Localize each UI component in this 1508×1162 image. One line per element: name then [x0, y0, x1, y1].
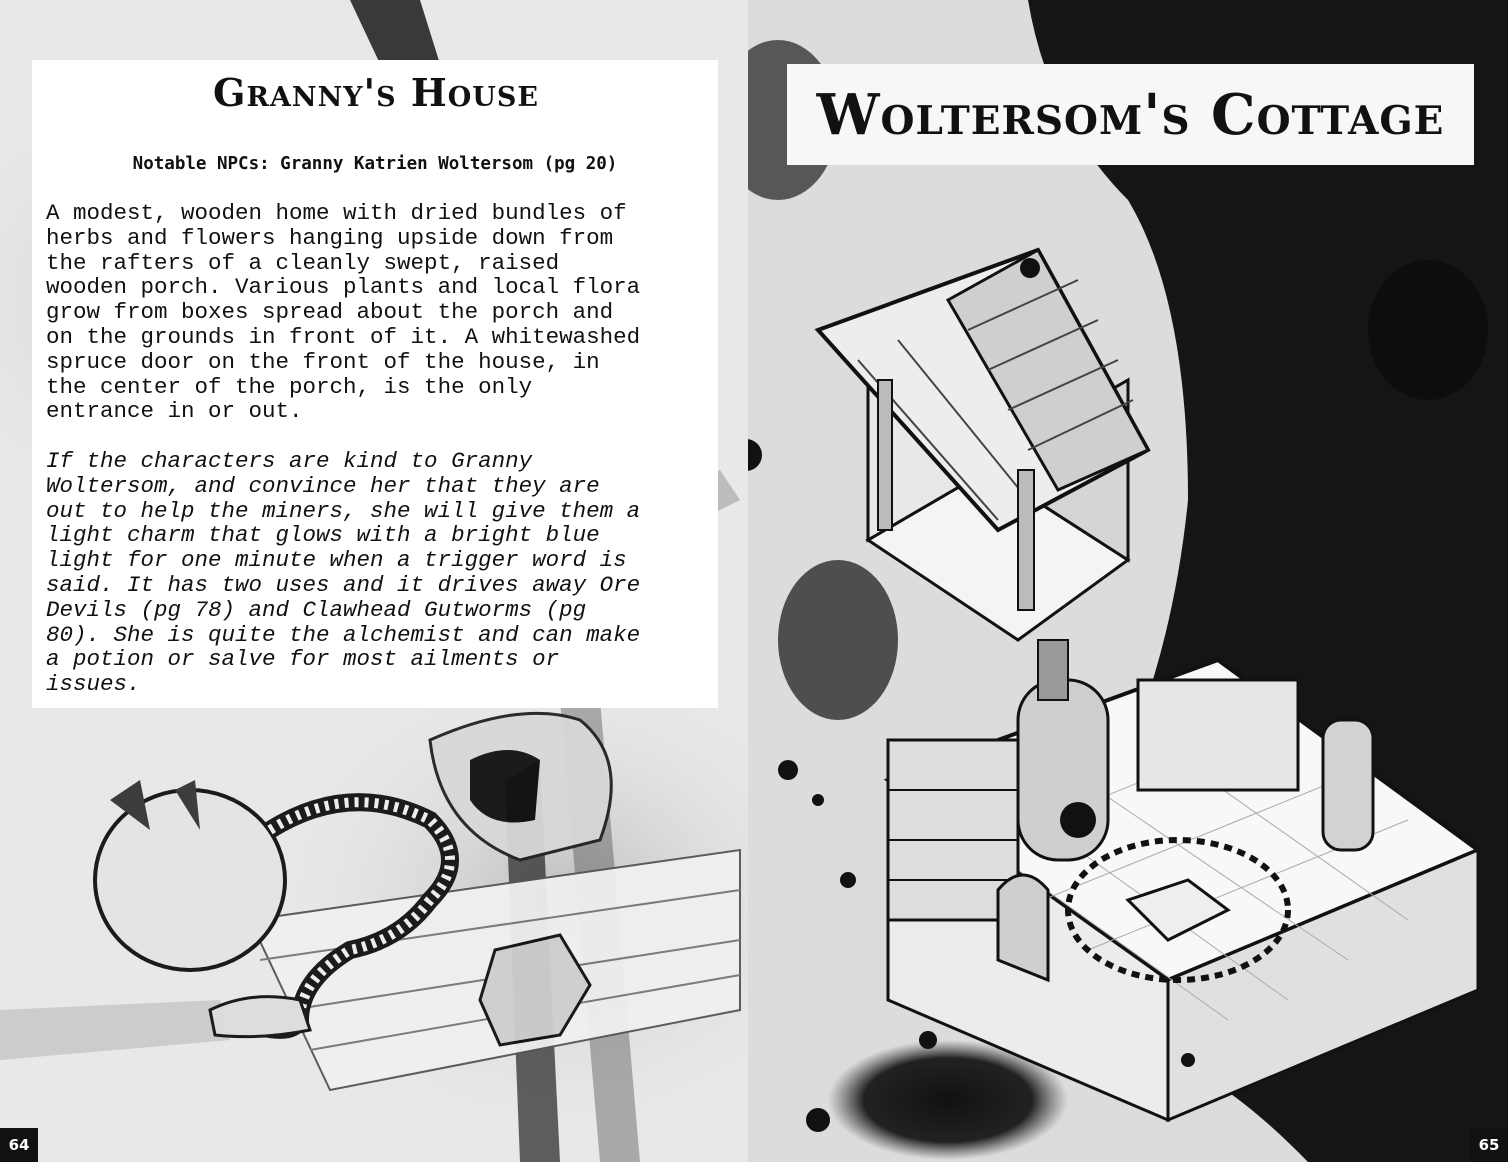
page-number-left: 64 [0, 1128, 38, 1162]
notable-npcs-line: Notable NPCs: Granny Katrien Woltersom (pg 20) [132, 154, 618, 174]
page-number-right: 65 [1470, 1128, 1508, 1162]
right-page-ink-texture [748, 0, 1508, 1162]
house-description-paragraph: A modest, wooden home with dried bundles of herbs and flowers hanging upside down from the rafters of a cleanly swept, raised wooden porch. Various plants and local flora grow from boxes spread about the porch and on the grounds in front of it. A whitewashed spruce door on the front of the house, in the center of the porch, is the only entrance in or out. [46, 200, 641, 425]
light-charm-paragraph: If the characters are kind to Granny Woltersom, and convince her that they are out to help the miners, she will give them a light charm that glows with a bright blue light for one minute when a trigger word is said. It has two uses and it drives away Ore Devils (pg 78) and Clawhead Gutworms (pg 80). She is quite the alchemist and can make a potion or salve for most ailments or issues. [46, 448, 641, 698]
cottage-title: Woltersom's Cottage [816, 82, 1445, 148]
granny-house-title: Granny's House [213, 70, 539, 115]
right-page [748, 0, 1508, 1162]
